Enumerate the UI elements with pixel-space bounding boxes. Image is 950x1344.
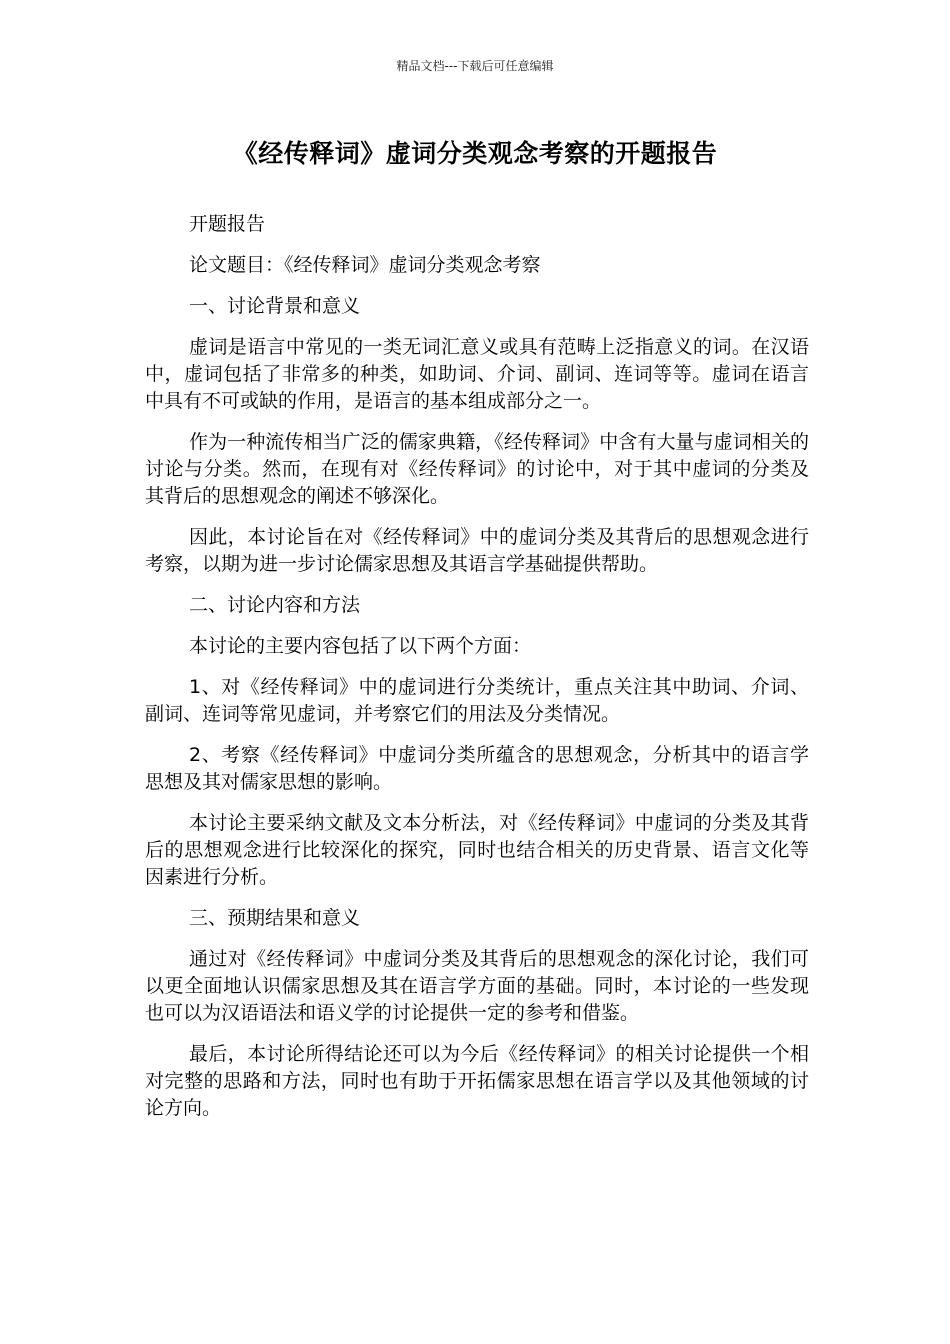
paragraph: 虚词是语言中常见的一类无词汇意义或具有范畴上泛指意义的词。在汉语中，虚词包括了非常多的种类，如助词、介词、副词、连词等等。虚词在语言中具有不可或缺的作用，是语言的基本组成部分之一。	[145, 336, 809, 412]
section-heading-content-method: 二、讨论内容和方法	[189, 594, 361, 616]
list-item: 1、对《经传释词》中的虚词进行分类统计，重点关注其中助词、介词、副词、连词等常见虚词，并考察它们的用法及分类情况。	[145, 676, 809, 725]
paragraph: 作为一种流传相当广泛的儒家典籍，《经传释词》中含有大量与虚词相关的讨论与分类。然而，在现有对《经传释词》的讨论中，对于其中虚词的分类及其背后的思想观念的阐述不够深化。	[145, 431, 809, 507]
document-title: 《经传释词》虚词分类观念考察的开题报告	[232, 139, 718, 168]
paragraph: 本讨论主要采纳文献及文本分析法，对《经传释词》中虚词的分类及其背后的思想观念进行比较深化的探究，同时也结合相关的历史背景、语言文化等因素进行分析。	[145, 812, 809, 888]
paragraph: 通过对《经传释词》中虚词分类及其背后的思想观念的深化讨论，我们可以更全面地认识儒家思想及其在语言学方面的基础。同时，本讨论的一些发现也可以为汉语语法和语义学的讨论提供一定的参考和借鉴。	[145, 948, 809, 1024]
paragraph-thesis-title: 论文题目：《经传释词》虚词分类观念考察	[189, 254, 541, 276]
list-item: 2、考察《经传释词》中虚词分类所蕴含的思想观念，分析其中的语言学思想及其对儒家思想的影响。	[145, 744, 809, 793]
paragraph: 因此，本讨论旨在对《经传释词》中的虚词分类及其背后的思想观念进行考察，以期为进一步讨论儒家思想及其语言学基础提供帮助。	[145, 526, 809, 575]
paragraph-report-label: 开题报告	[189, 213, 266, 235]
section-heading-expected-results: 三、预期结果和意义	[189, 907, 361, 929]
header-note: 精品文档---下载后可任意编辑	[396, 59, 554, 73]
document-body	[145, 211, 809, 1136]
paragraph: 本讨论的主要内容包括了以下两个方面：	[189, 635, 532, 657]
paragraph: 最后，本讨论所得结论还可以为今后《经传释词》的相关讨论提供一个相对完整的思路和方法，同时也有助于开拓儒家思想在语言学以及其他领域的讨论方向。	[145, 1043, 809, 1119]
section-heading-background: 一、讨论背景和意义	[189, 295, 361, 317]
